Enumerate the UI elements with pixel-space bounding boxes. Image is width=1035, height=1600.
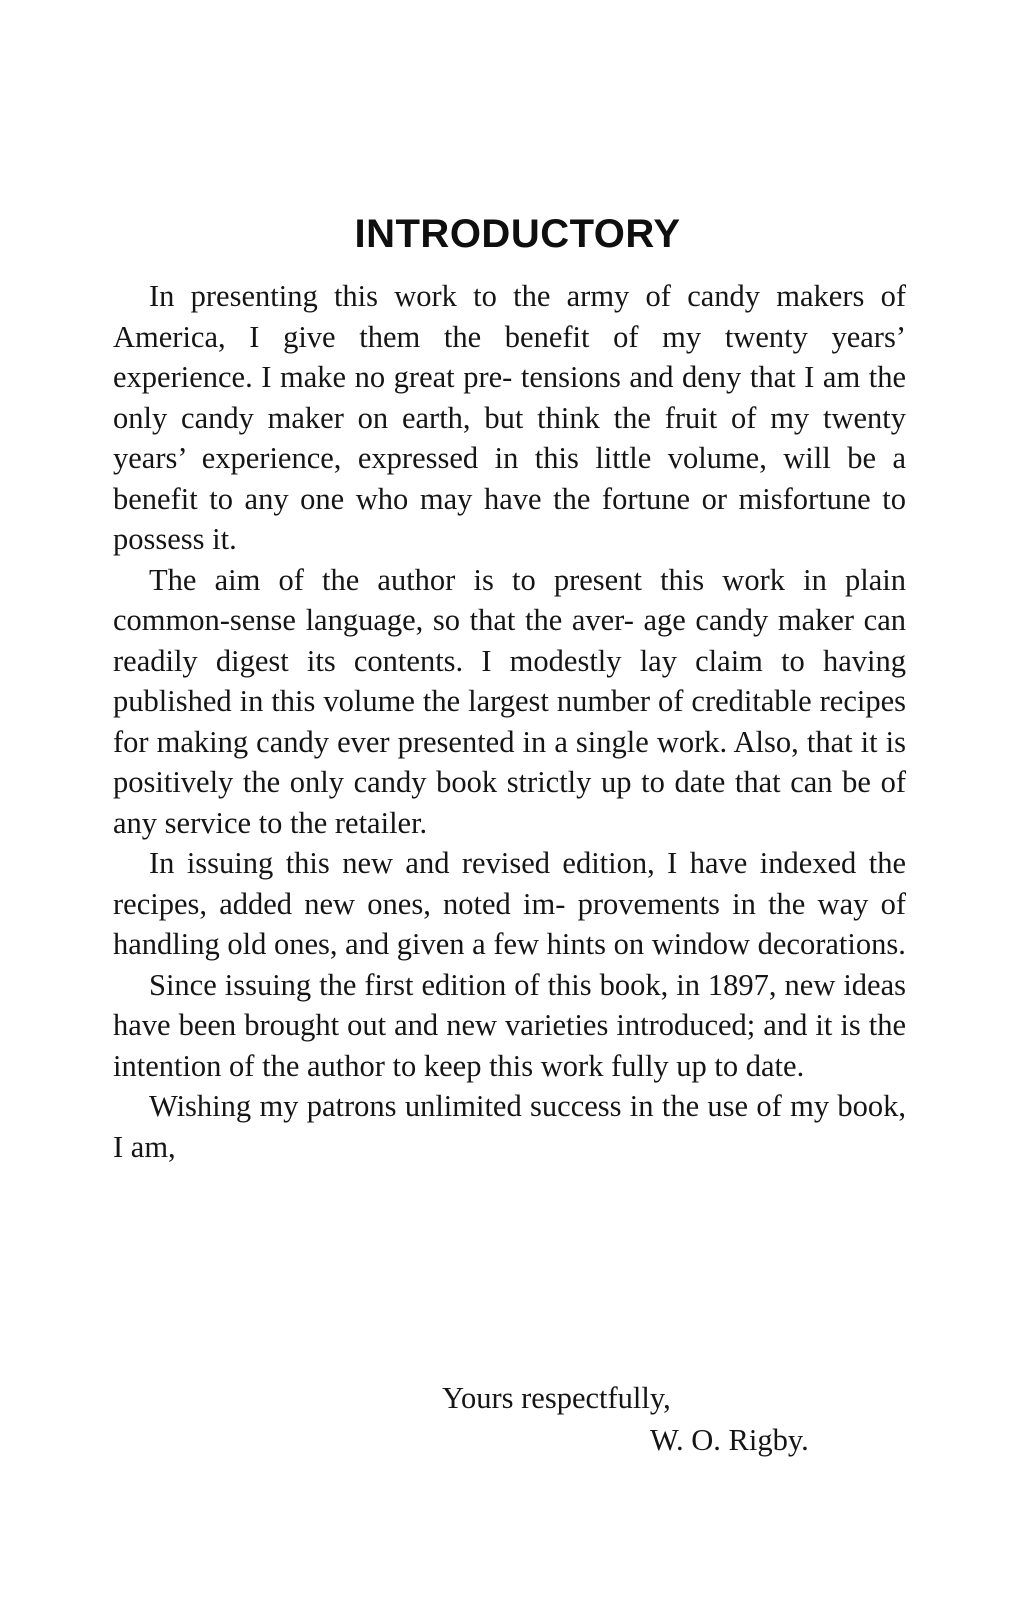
author-signature: W. O. Rigby. [650, 1423, 809, 1457]
paragraph-2: The aim of the author is to present this work in plain common-sense language, so that the aver- age candy maker can readily digest its contents. I modestly lay claim to having published in this volume the largest number of creditable recipes for making candy ever presented in a single work. Also, that it is positively the only candy book strictly up to date that can be of any service to the retailer. [113, 562, 906, 840]
paragraph-3: In issuing this new and revised edition, I have indexed the recipes, added new ones, noted im- provements in the way of handling old ones, and given a few hints on window decorations. [113, 846, 906, 961]
paragraph-1: In presenting this work to the army of candy makers of America, I give them the benefit of my twenty years’ experience. I make no great pre- tensions and deny that I am the only candy maker on earth, but think the fruit of my twenty years’ experience, expressed in this little volume, will be a benefit to any one who may have the fortune or misfortune to possess it. [113, 279, 906, 556]
page-title: INTRODUCTORY [354, 212, 681, 256]
paragraph-4: Since issuing the first edition of this book, in 1897, new ideas have been brought out and new varieties introduced; and it is the intention of the author to keep this work fully up to date. [113, 967, 906, 1083]
paragraph-5: Wishing my patrons unlimited success in the use of my book, I am, [113, 1089, 906, 1164]
introduction-body [113, 276, 906, 1167]
closing-line: Yours respectfully, [442, 1381, 671, 1415]
